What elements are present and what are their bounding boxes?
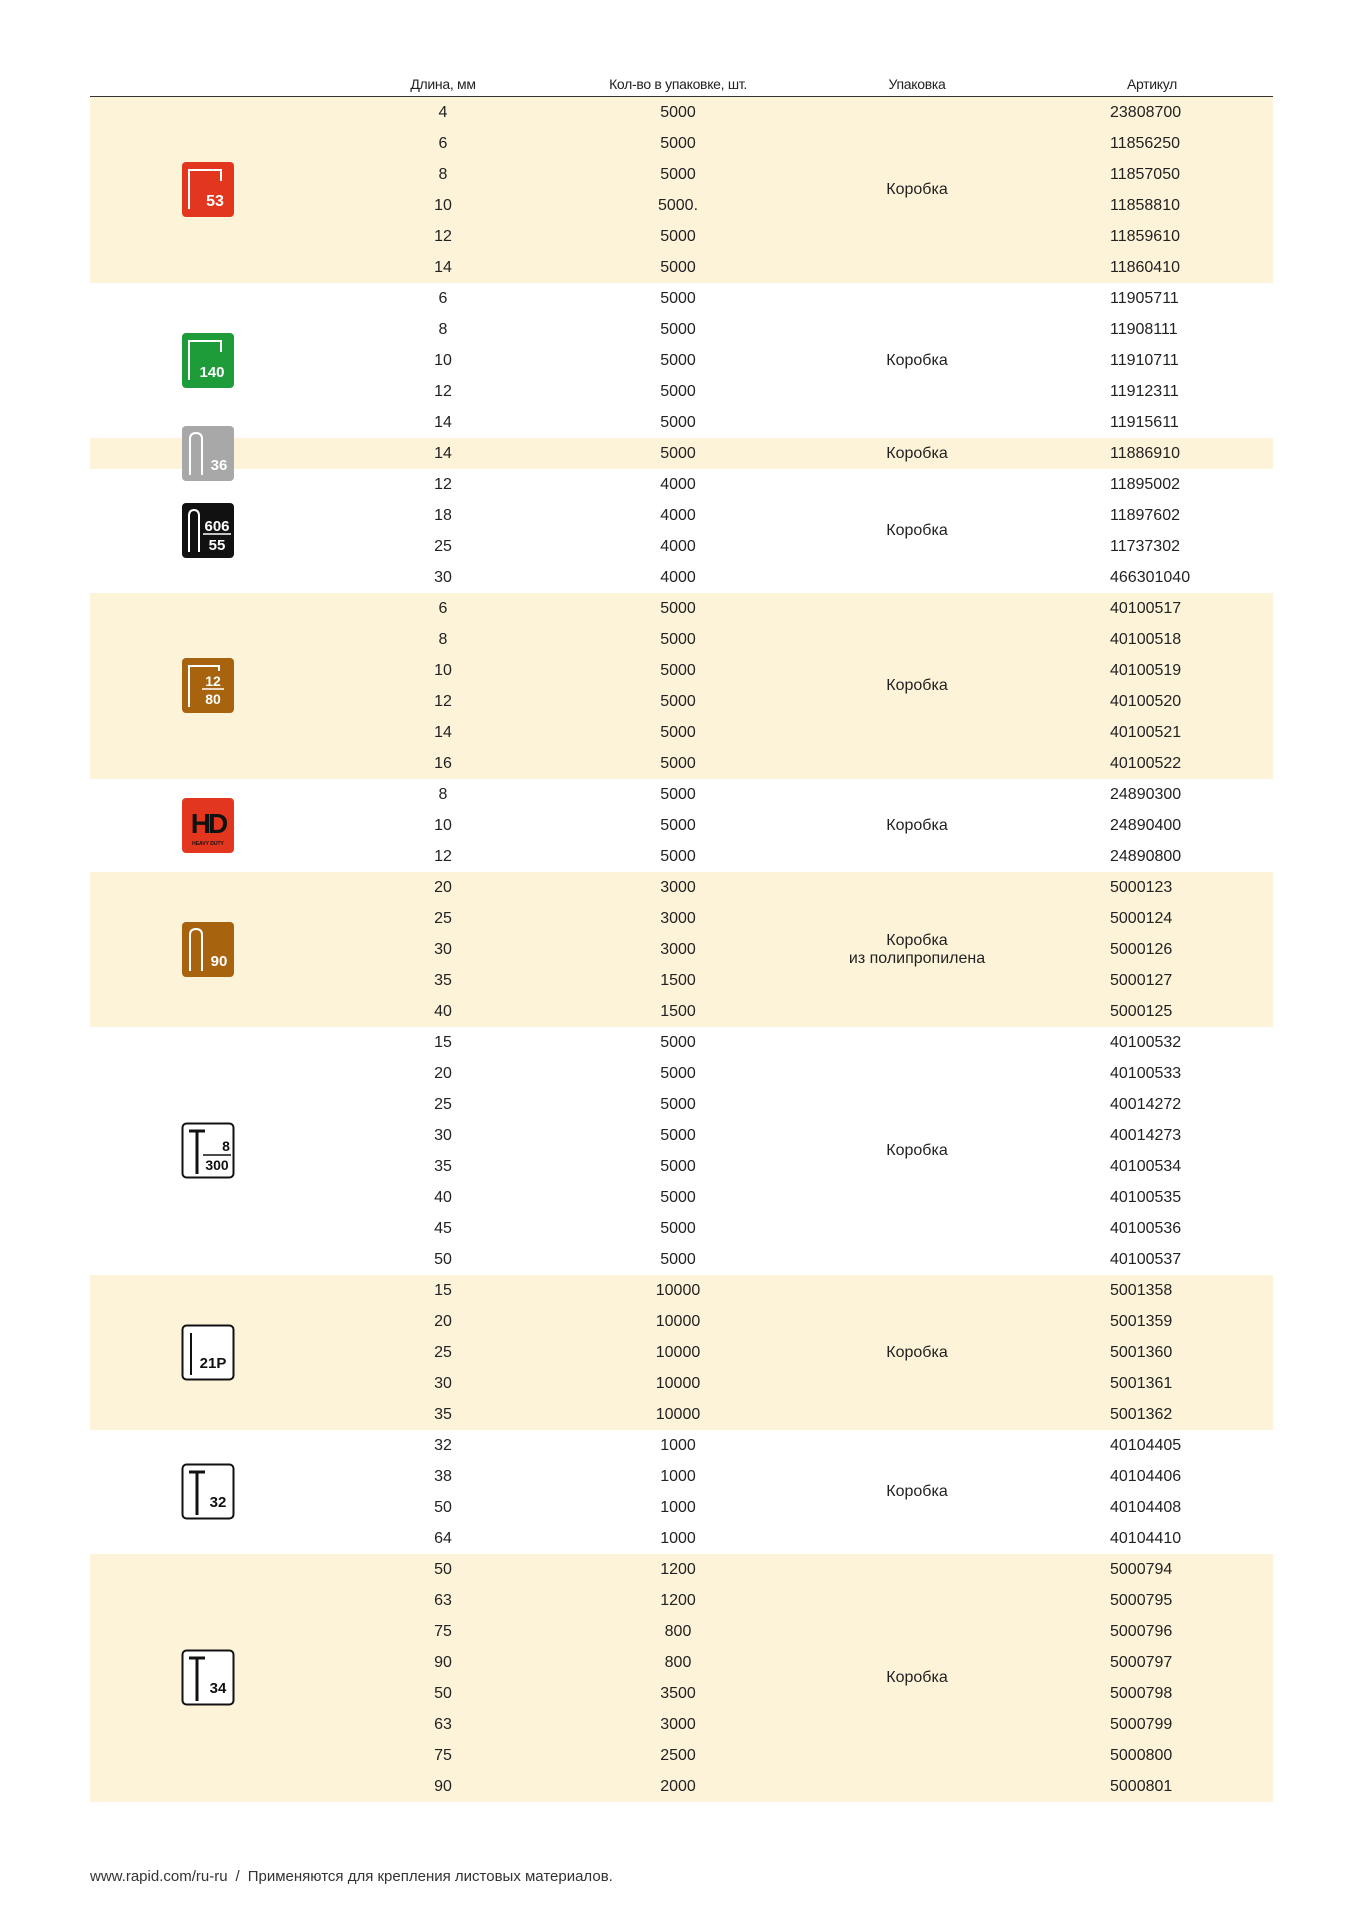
- article-cell: 11860410: [1110, 259, 1180, 276]
- article-cell: 5000798: [1110, 1685, 1173, 1702]
- article-cell: 40100517: [1110, 600, 1182, 617]
- length-cell: 40: [434, 1189, 452, 1206]
- packaging-cell: [886, 1483, 947, 1501]
- length-cell: 15: [434, 1282, 452, 1299]
- quantity-cell: 10000: [655, 1282, 701, 1299]
- article-cell: 40100534: [1110, 1158, 1182, 1175]
- table-row: [90, 252, 1273, 283]
- quantity-cell: 5000: [660, 817, 696, 834]
- length-cell: 30: [434, 941, 452, 958]
- article-cell: 5000799: [1110, 1716, 1173, 1733]
- pin-21p-icon: [181, 1324, 235, 1381]
- length-cell: 30: [434, 569, 452, 586]
- article-cell: 11915611: [1110, 414, 1179, 431]
- length-cell: 14: [434, 259, 452, 276]
- table-row: [90, 1182, 1273, 1213]
- svg-text:HD: HD: [190, 807, 226, 839]
- table-row: [90, 190, 1273, 221]
- quantity-cell: 5000: [660, 321, 696, 338]
- table-row: [90, 807, 1273, 841]
- quantity-cell: 1000: [660, 1468, 696, 1485]
- quantity-cell: 5000: [660, 1127, 696, 1144]
- packaging-cell: [849, 932, 985, 968]
- quantity-cell: 1000: [660, 1437, 696, 1454]
- table-row: [90, 97, 1273, 128]
- table-row: [90, 1554, 1273, 1585]
- article-cell: 5000125: [1110, 1003, 1173, 1020]
- length-cell: 25: [434, 538, 452, 555]
- table-row: [90, 1244, 1273, 1275]
- length-cell: 45: [434, 1220, 452, 1237]
- quantity-cell: 5000: [660, 848, 696, 865]
- packaging-line: Коробка: [886, 816, 948, 834]
- staple-606-55-icon: [181, 502, 235, 559]
- quantity-cell: 5000: [660, 228, 696, 245]
- svg-text:HEAVY DUTY: HEAVY DUTY: [192, 840, 224, 847]
- quantity-cell: 3000: [660, 1716, 696, 1733]
- table-row: [90, 1058, 1273, 1089]
- length-cell: 63: [434, 1716, 452, 1733]
- product-group: [90, 283, 1273, 438]
- article-cell: 5000801: [1110, 1778, 1173, 1795]
- article-cell: 11897602: [1110, 507, 1180, 524]
- table-header: [90, 74, 1273, 97]
- article-cell: 11858810: [1110, 197, 1180, 214]
- length-cell: 38: [434, 1468, 452, 1485]
- length-cell: 90: [434, 1654, 452, 1671]
- article-cell: 5000127: [1110, 972, 1173, 989]
- staple-90-icon: [181, 921, 235, 978]
- length-cell: 30: [434, 1127, 452, 1144]
- svg-text:8: 8: [222, 1138, 230, 1154]
- table-row: [90, 717, 1273, 748]
- quantity-cell: 5000: [660, 445, 696, 462]
- article-cell: 5001361: [1110, 1375, 1173, 1392]
- quantity-cell: 5000: [660, 786, 696, 803]
- article-cell: 40100537: [1110, 1251, 1182, 1268]
- quantity-cell: 5000.: [657, 197, 699, 214]
- table-row: [90, 1740, 1273, 1771]
- footer-separator: /: [235, 1868, 240, 1885]
- table-row: [90, 1678, 1273, 1709]
- table-row: [90, 1275, 1273, 1306]
- packaging-cell: [886, 1669, 947, 1687]
- packaging-line: из полипропилена: [848, 949, 986, 967]
- table-row: [90, 469, 1273, 500]
- table-row: [90, 562, 1273, 593]
- article-cell: 40104405: [1110, 1437, 1182, 1454]
- quantity-cell: 3000: [660, 879, 696, 896]
- article-cell: 40100518: [1110, 631, 1182, 648]
- quantity-cell: 10000: [655, 1375, 701, 1392]
- product-group: [90, 469, 1273, 593]
- article-cell: 40100533: [1110, 1065, 1182, 1082]
- article-cell: 40104406: [1110, 1468, 1182, 1485]
- length-cell: 50: [434, 1685, 452, 1702]
- article-cell: 5001359: [1110, 1313, 1173, 1330]
- length-cell: 63: [434, 1592, 452, 1609]
- svg-text:32: 32: [209, 1494, 227, 1511]
- table-row: [90, 779, 1273, 810]
- length-cell: 25: [434, 1096, 452, 1113]
- article-cell: 11908111: [1110, 321, 1178, 338]
- product-group: [90, 97, 1273, 283]
- table-row: [90, 1368, 1273, 1399]
- table-row: [90, 500, 1273, 531]
- quantity-cell: 800: [664, 1623, 692, 1640]
- table-row: [90, 1523, 1273, 1554]
- product-group: [90, 779, 1273, 872]
- article-cell: 11886910: [1110, 445, 1180, 462]
- article-cell: 5000124: [1110, 910, 1173, 927]
- quantity-cell: 1500: [660, 1003, 696, 1020]
- table-row: [90, 407, 1273, 438]
- svg-text:80: 80: [205, 691, 221, 707]
- svg-text:21P: 21P: [199, 1354, 227, 1372]
- nail-32-icon: [181, 1463, 235, 1520]
- table-row: [90, 221, 1273, 252]
- table-row: [90, 1461, 1273, 1492]
- packaging-line: Коробка: [886, 181, 948, 198]
- article-cell: 5000797: [1110, 1654, 1173, 1671]
- table-row: [90, 1585, 1273, 1616]
- table-row: [90, 872, 1273, 903]
- quantity-cell: 5000: [660, 1220, 696, 1237]
- length-cell: 10: [434, 817, 452, 834]
- length-cell: 18: [434, 507, 452, 524]
- quantity-cell: 3000: [660, 910, 696, 927]
- article-cell: 11912311: [1110, 383, 1179, 400]
- length-cell: 35: [434, 1406, 452, 1423]
- table-row: [90, 283, 1273, 314]
- product-group: [90, 593, 1273, 779]
- length-cell: 8: [438, 166, 448, 183]
- table-row: [90, 128, 1273, 159]
- length-cell: 50: [434, 1251, 452, 1268]
- quantity-cell: 5000: [660, 1251, 696, 1268]
- header-length: Длина, мм: [410, 76, 476, 92]
- packaging-line: Коробка: [886, 1483, 948, 1500]
- table-row: [90, 965, 1273, 996]
- packaging-cell: [886, 522, 947, 540]
- quantity-cell: 5000: [660, 631, 696, 648]
- quantity-cell: 5000: [660, 1065, 696, 1082]
- length-cell: 20: [434, 879, 452, 896]
- svg-text:90: 90: [210, 952, 228, 970]
- quantity-cell: 5000: [660, 166, 696, 183]
- article-cell: 11857050: [1110, 166, 1180, 183]
- length-cell: 75: [434, 1623, 452, 1640]
- article-cell: 23808700: [1110, 104, 1182, 121]
- quantity-cell: 5000: [660, 662, 696, 679]
- quantity-cell: 3500: [660, 1685, 696, 1702]
- table-row: [90, 748, 1273, 779]
- packaging-cell: [886, 181, 947, 199]
- article-cell: 40014273: [1110, 1127, 1182, 1144]
- length-cell: 12: [434, 693, 452, 710]
- article-cell: 40100521: [1110, 724, 1182, 741]
- table-row: [90, 841, 1273, 872]
- packaging-line: Коробка: [886, 1142, 948, 1159]
- product-group: [90, 1430, 1273, 1554]
- table-row: [90, 376, 1273, 407]
- article-cell: 40100535: [1110, 1189, 1182, 1206]
- length-cell: 8: [438, 631, 448, 648]
- packaging-cell: [886, 817, 947, 835]
- quantity-cell: 10000: [655, 1313, 701, 1330]
- length-cell: 64: [434, 1530, 452, 1547]
- length-cell: 25: [434, 910, 452, 927]
- length-cell: 14: [434, 414, 452, 431]
- article-cell: 466301040: [1110, 569, 1191, 586]
- length-cell: 4: [438, 104, 448, 121]
- quantity-cell: 5000: [660, 693, 696, 710]
- quantity-cell: 10000: [655, 1406, 701, 1423]
- product-group: [90, 438, 1273, 474]
- table-row: [90, 531, 1273, 562]
- quantity-cell: 1500: [660, 972, 696, 989]
- quantity-cell: 5000: [660, 724, 696, 741]
- length-cell: 75: [434, 1747, 452, 1764]
- table-row: [90, 996, 1273, 1027]
- article-cell: 5001358: [1110, 1282, 1173, 1299]
- article-cell: 11737302: [1110, 538, 1180, 555]
- quantity-cell: 4000: [660, 507, 696, 524]
- packaging-cell: [886, 445, 947, 463]
- page-footer: [90, 1868, 613, 1885]
- header-packaging: Упаковка: [888, 76, 946, 92]
- article-cell: 24890300: [1110, 786, 1182, 803]
- packaging-line: Коробка: [886, 522, 948, 539]
- table-row: [90, 931, 1273, 965]
- quantity-cell: 5000: [660, 755, 696, 772]
- length-cell: 6: [438, 600, 448, 617]
- length-cell: 14: [434, 724, 452, 741]
- quantity-cell: 5000: [660, 1034, 696, 1051]
- article-cell: 5000796: [1110, 1623, 1173, 1640]
- quantity-cell: 5000: [660, 259, 696, 276]
- table-row: [90, 1213, 1273, 1244]
- length-cell: 12: [434, 383, 452, 400]
- quantity-cell: 1000: [660, 1499, 696, 1516]
- table-row: [90, 1709, 1273, 1740]
- article-cell: 11905711: [1110, 290, 1179, 307]
- quantity-cell: 1200: [660, 1592, 696, 1609]
- nail-8-300-icon: [181, 1122, 235, 1179]
- article-cell: 5000795: [1110, 1592, 1173, 1609]
- article-cell: 40100519: [1110, 662, 1182, 679]
- length-cell: 10: [434, 662, 452, 679]
- length-cell: 14: [434, 445, 452, 462]
- packaging-line: Коробка: [886, 444, 948, 462]
- svg-text:36: 36: [210, 456, 228, 474]
- packaging-cell: [886, 1344, 947, 1362]
- length-cell: 12: [434, 476, 452, 493]
- table-row: [90, 438, 1273, 469]
- staple-12-80-icon: [181, 657, 235, 714]
- packaging-cell: [886, 352, 947, 370]
- product-table: [90, 74, 1273, 1802]
- quantity-cell: 5000: [660, 352, 696, 369]
- length-cell: 35: [434, 1158, 452, 1175]
- length-cell: 32: [434, 1437, 452, 1454]
- svg-text:12: 12: [205, 673, 221, 689]
- article-cell: 5000794: [1110, 1561, 1173, 1578]
- quantity-cell: 5000: [660, 1158, 696, 1175]
- product-group: [90, 1275, 1273, 1430]
- length-cell: 30: [434, 1375, 452, 1392]
- table-row: [90, 1120, 1273, 1151]
- packaging-cell: [886, 677, 947, 695]
- article-cell: 5000123: [1110, 879, 1173, 896]
- table-row: [90, 1306, 1273, 1337]
- length-cell: 12: [434, 228, 452, 245]
- packaging-cell: [886, 1142, 947, 1160]
- svg-text:55: 55: [208, 537, 226, 554]
- table-row: [90, 1089, 1273, 1120]
- length-cell: 35: [434, 972, 452, 989]
- table-row: [90, 1430, 1273, 1461]
- quantity-cell: 5000: [660, 600, 696, 617]
- quantity-cell: 4000: [660, 476, 696, 493]
- svg-text:606: 606: [204, 518, 230, 535]
- article-cell: 40100522: [1110, 755, 1182, 772]
- packaging-line: Коробка: [886, 1343, 948, 1361]
- article-cell: 5000800: [1110, 1747, 1173, 1764]
- quantity-cell: 2000: [660, 1778, 696, 1795]
- header-article: Артикул: [1126, 76, 1178, 92]
- staple-140-icon: [181, 332, 235, 389]
- quantity-cell: 1000: [660, 1530, 696, 1547]
- length-cell: 20: [434, 1065, 452, 1082]
- article-cell: 40104410: [1110, 1530, 1182, 1547]
- quantity-cell: 3000: [660, 941, 696, 958]
- footer-url[interactable]: www.rapid.com/ru-ru: [90, 1868, 228, 1885]
- article-cell: 40014272: [1110, 1096, 1182, 1113]
- article-cell: 40104408: [1110, 1499, 1182, 1516]
- length-cell: 90: [434, 1778, 452, 1795]
- article-cell: 24890400: [1110, 817, 1182, 834]
- footer-note: Применяются для крепления листовых материалов.: [247, 1868, 613, 1885]
- svg-text:300: 300: [205, 1157, 229, 1173]
- length-cell: 10: [434, 197, 452, 214]
- length-cell: 16: [434, 755, 452, 772]
- article-cell: 5000126: [1110, 941, 1173, 958]
- table-row: [90, 1399, 1273, 1430]
- table-row: [90, 593, 1273, 624]
- quantity-cell: 5000: [660, 135, 696, 152]
- article-cell: 40100520: [1110, 693, 1182, 710]
- table-row: [90, 1616, 1273, 1647]
- length-cell: 8: [438, 321, 448, 338]
- quantity-cell: 4000: [660, 569, 696, 586]
- table-row: [90, 345, 1273, 376]
- article-cell: 11910711: [1110, 352, 1179, 369]
- product-group: [90, 1027, 1273, 1275]
- nail-34-icon: [181, 1649, 235, 1706]
- svg-text:53: 53: [206, 193, 224, 210]
- quantity-cell: 5000: [660, 414, 696, 431]
- packaging-line: Коробка: [886, 1669, 948, 1686]
- product-group: [90, 1554, 1273, 1802]
- staple-hd-icon: [181, 797, 235, 854]
- article-cell: 40100532: [1110, 1034, 1182, 1051]
- article-cell: 11856250: [1110, 135, 1180, 152]
- table-row: [90, 1151, 1273, 1182]
- header-quantity: Кол-во в упаковке, шт.: [609, 76, 747, 92]
- table-row: [90, 655, 1273, 686]
- product-group: [90, 872, 1273, 1027]
- article-cell: 24890800: [1110, 848, 1182, 865]
- table-row: [90, 1771, 1273, 1802]
- quantity-cell: 2500: [660, 1747, 696, 1764]
- quantity-cell: 10000: [655, 1344, 701, 1361]
- article-cell: 11895002: [1110, 476, 1180, 493]
- quantity-cell: 1200: [660, 1561, 696, 1578]
- length-cell: 20: [434, 1313, 452, 1330]
- table-row: [90, 624, 1273, 655]
- table-row: [90, 314, 1273, 345]
- length-cell: 6: [438, 135, 448, 152]
- svg-text:34: 34: [209, 1680, 227, 1697]
- quantity-cell: 5000: [660, 1096, 696, 1113]
- table-body: [90, 97, 1273, 1802]
- packaging-line: Коробка: [886, 351, 948, 369]
- article-cell: 11859610: [1110, 228, 1180, 245]
- staple-53-icon: [181, 161, 235, 218]
- quantity-cell: 800: [664, 1654, 692, 1671]
- length-cell: 6: [438, 290, 448, 307]
- table-row: [90, 1027, 1273, 1058]
- length-cell: 8: [438, 786, 448, 803]
- packaging-line: Коробка: [886, 931, 948, 949]
- quantity-cell: 5000: [660, 104, 696, 121]
- length-cell: 12: [434, 848, 452, 865]
- length-cell: 40: [434, 1003, 452, 1020]
- table-row: [90, 159, 1273, 190]
- article-cell: 5001360: [1110, 1344, 1173, 1361]
- length-cell: 50: [434, 1561, 452, 1578]
- length-cell: 25: [434, 1344, 452, 1361]
- length-cell: 10: [434, 352, 452, 369]
- article-cell: 40100536: [1110, 1220, 1182, 1237]
- svg-text:140: 140: [199, 363, 225, 381]
- table-row: [90, 1647, 1273, 1678]
- length-cell: 50: [434, 1499, 452, 1516]
- article-cell: 5001362: [1110, 1406, 1173, 1423]
- table-row: [90, 903, 1273, 934]
- table-row: [90, 1492, 1273, 1523]
- table-row: [90, 686, 1273, 717]
- table-row: [90, 1337, 1273, 1368]
- quantity-cell: 5000: [660, 290, 696, 307]
- quantity-cell: 4000: [660, 538, 696, 555]
- packaging-line: Коробка: [886, 677, 948, 694]
- quantity-cell: 5000: [660, 383, 696, 400]
- length-cell: 15: [434, 1034, 452, 1051]
- quantity-cell: 5000: [660, 1189, 696, 1206]
